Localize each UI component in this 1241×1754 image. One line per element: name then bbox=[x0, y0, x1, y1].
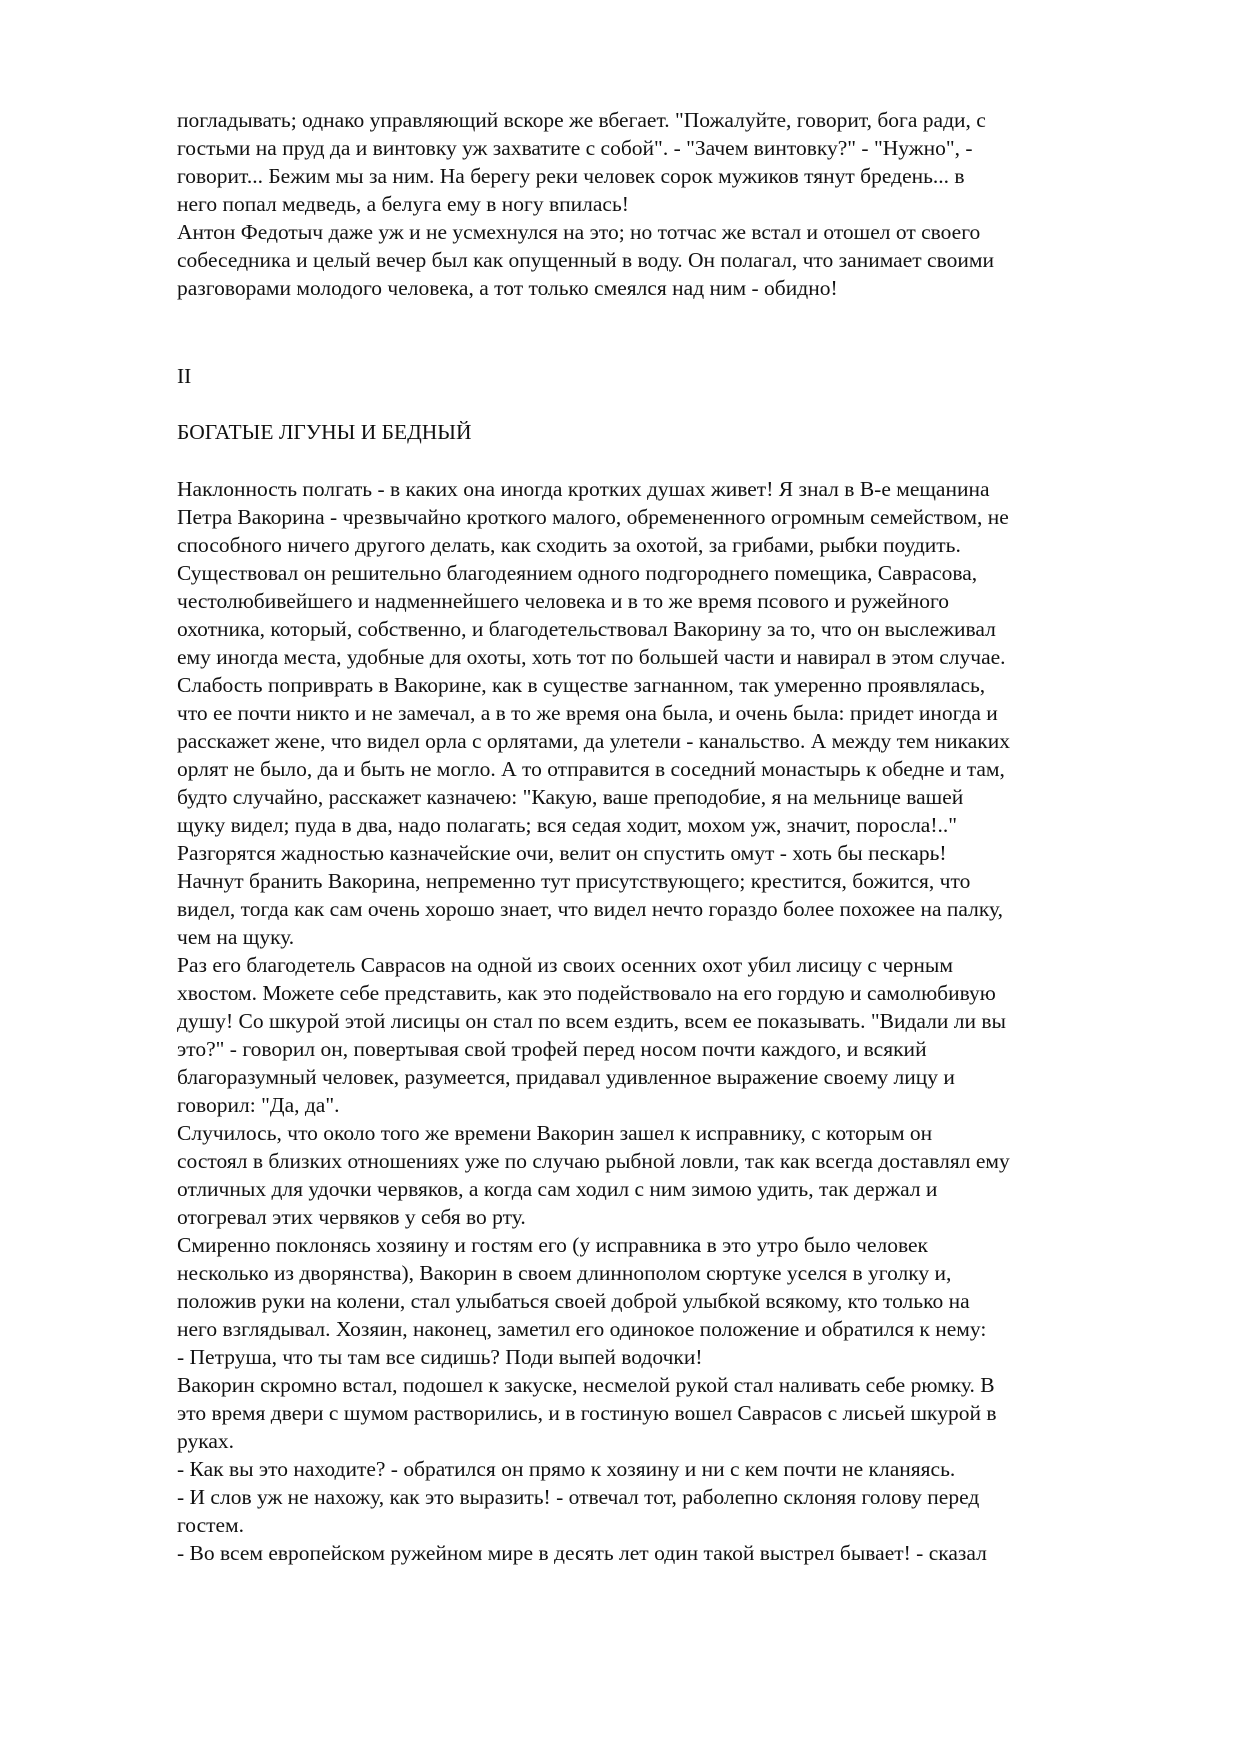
text-line: Существовал он решительно благодеянием одного подгороднего помещика, Саврасова, bbox=[177, 561, 978, 585]
text-line: - Как вы это находите? - обратился он прямо к хозяину и ни с кем почти не кланяясь. bbox=[177, 1457, 956, 1481]
text-line: Случилось, что около того же времени Вакорин зашел к исправнику, с которым он bbox=[177, 1121, 933, 1145]
text-line: говорит... Бежим мы за ним. На берегу реки человек сорок мужиков тянут бредень... в bbox=[177, 164, 965, 188]
text-line: него взглядывал. Хозяин, наконец, заметил его одинокое положение и обратился к нему: bbox=[177, 1317, 987, 1341]
text-line: честолюбивейшего и надменнейшего человека и в то же время псового и ружейного bbox=[177, 589, 949, 613]
text-line: способного ничего другого делать, как сходить за охотой, за грибами, рыбки поудить. bbox=[177, 533, 961, 557]
text-line: положив руки на колени, стал улыбаться своей доброй улыбкой всякому, кто только на bbox=[177, 1289, 970, 1313]
text-line: отогревал этих червяков у себя во рту. bbox=[177, 1205, 526, 1229]
text-line: охотника, который, собственно, и благодетельствовал Вакорину за то, что он выслеживал bbox=[177, 617, 996, 641]
text-line: состоял в близких отношениях уже по случаю рыбной ловли, так как всегда доставлял ему bbox=[177, 1149, 1010, 1173]
text-line: хвостом. Можете себе представить, как это подействовало на его гордую и самолюбивую bbox=[177, 981, 996, 1005]
text-line: это?" - говорил он, повертывая свой трофей перед носом почти каждого, и всякий bbox=[177, 1037, 927, 1061]
text-line: руках. bbox=[177, 1429, 235, 1453]
text-line: Слабость поприврать в Вакорине, как в существе загнанном, так умеренно проявлялась, bbox=[177, 673, 986, 697]
text-line: - И слов уж не нахожу, как это выразить! - отвечал тот, раболепно склоняя голову перед bbox=[177, 1485, 980, 1509]
chapter-number: II bbox=[177, 364, 192, 388]
text-line: будто случайно, расскажет казначею: "Какую, ваше преподобие, я на мельнице вашей bbox=[177, 785, 964, 809]
text-line: ему иногда места, удобные для охоты, хоть тот по большей части и навирал в этом случае. bbox=[177, 645, 1006, 669]
text-line: - Петруша, что ты там все сидишь? Поди выпей водочки! bbox=[177, 1345, 703, 1369]
text-line: это время двери с шумом растворились, и в гостиную вошел Саврасов с лисьей шкурой в bbox=[177, 1401, 997, 1425]
text-line: благоразумный человек, разумеется, придавал удивленное выражение своему лицу и bbox=[177, 1065, 955, 1089]
text-line: Наклонность полгать - в каких она иногда кротких душах живет! Я знал в В-е мещанина bbox=[177, 477, 990, 501]
text-line: - Во всем европейском ружейном мире в десять лет один такой выстрел бывает! - сказал bbox=[177, 1541, 987, 1565]
text-line: Раз его благодетель Саврасов на одной из своих осенних охот убил лисицу с черным bbox=[177, 953, 953, 977]
text-line: разговорами молодого человека, а тот только смеялся над ним - обидно! bbox=[177, 276, 838, 300]
text-line: душу! Со шкурой этой лисицы он стал по всем ездить, всем ее показывать. "Видали ли вы bbox=[177, 1009, 1006, 1033]
text-line: собеседника и целый вечер был как опущенный в воду. Он полагал, что занимает своими bbox=[177, 248, 994, 272]
text-line: Смиренно поклонясь хозяину и гостям его (у исправника в это утро было человек bbox=[177, 1233, 928, 1257]
text-line: отличных для удочки червяков, а когда сам ходил с ним зимою удить, так держал и bbox=[177, 1177, 938, 1201]
text-line: погладывать; однако управляющий вскоре же вбегает. "Пожалуйте, говорит, бога ради, с bbox=[177, 108, 986, 132]
text-line: гостем. bbox=[177, 1513, 245, 1537]
text-line: Начнут бранить Вакорина, непременно тут присутствующего; крестится, божится, что bbox=[177, 869, 971, 893]
text-line: гостьми на пруд да и винтовку уж захватите с собой". - "Зачем винтовку?" - "Нужно", - bbox=[177, 136, 973, 160]
text-line: Петра Вакорина - чрезвычайно кроткого малого, обремененного огромным семейством, не bbox=[177, 505, 1009, 529]
chapter-title: БОГАТЫЕ ЛГУНЫ И БЕДНЫЙ bbox=[177, 420, 472, 444]
text-line: орлят не было, да и быть не могло. А то отправится в соседний монастырь к обедне и там, bbox=[177, 757, 1005, 781]
text-line: расскажет жене, что видел орла с орлятами, да улетели - канальство. А между тем никаких bbox=[177, 729, 1010, 753]
text-line: Антон Федотыч даже уж и не усмехнулся на это; но тотчас же встал и отошел от своего bbox=[177, 220, 981, 244]
text-line: Разгорятся жадностью казначейские очи, велит он спустить омут - хоть бы пескарь! bbox=[177, 841, 947, 865]
text-line: щуку видел; пуда в два, надо полагать; вся седая ходит, мохом уж, значит, поросла!.." bbox=[177, 813, 958, 837]
text-line: несколько из дворянства), Вакорин в своем длиннополом сюртуке уселся в уголку и, bbox=[177, 1261, 952, 1285]
text-line: него попал медведь, а белуга ему в ногу впилась! bbox=[177, 192, 629, 216]
text-line: чем на щуку. bbox=[177, 925, 295, 949]
text-line: Вакорин скромно встал, подошел к закуске, несмелой рукой стал наливать себе рюмку. В bbox=[177, 1373, 995, 1397]
text-line: видел, тогда как сам очень хорошо знает, что видел нечто гораздо более похожее на палку, bbox=[177, 897, 1003, 921]
text-line: что ее почти никто и не замечал, а в то же время она была, и очень была: придет иногда и bbox=[177, 701, 998, 725]
text-line: говорил: "Да, да". bbox=[177, 1093, 340, 1117]
